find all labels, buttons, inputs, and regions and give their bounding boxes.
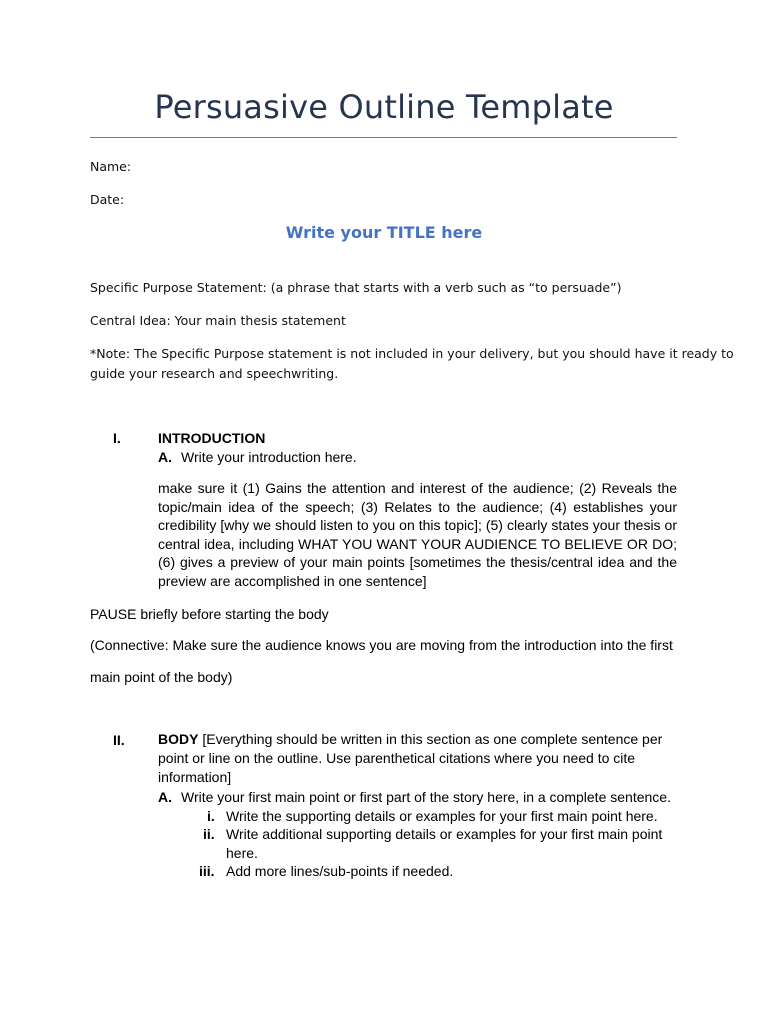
specific-purpose-statement: Specific Purpose Statement: (a phrase that starts with a verb such as “to persuade”) [90, 280, 622, 295]
pause-note: PAUSE briefly before starting the body [90, 606, 329, 622]
intro-sub-a-text: Write your introduction here. [181, 449, 357, 465]
intro-instructions: make sure it (1) Gains the attention and interest of the audience; (2) Reveals the topic/main idea of the speech; (3) Relates to the audience; (4) establishes your credibility [why we should listen to you on this topic]; (5) clearly states your thesis or central idea, including WHAT YOU WANT YOUR AUDIENCE TO BELIEVE OR DO; (6) gives a preview of your main points [sometimes the thesis/central idea and the preview are accomplished in one sentence] [158, 480, 677, 589]
connective-line-1: (Connective: Make sure the audience knows you are moving from the introduction into the first [90, 637, 673, 653]
intro-heading: INTRODUCTION [158, 430, 266, 446]
body-point-ii-label: ii. [203, 826, 215, 842]
document-title: Persuasive Outline Template [154, 88, 614, 126]
note-line-1: *Note: The Specific Purpose statement is not included in your delivery, but you should have it ready to [90, 346, 734, 361]
body-numeral: II. [113, 732, 125, 748]
intro-numeral: I. [113, 430, 121, 446]
body-sub-a-text: Write your first main point or first part of the story here, in a complete sentence. [181, 789, 671, 805]
body-sub-a-label: A. [158, 789, 172, 805]
intro-sub-a-label: A. [158, 449, 172, 465]
date-label: Date: [90, 192, 125, 207]
note-line-2: guide your research and speechwriting. [90, 366, 339, 381]
body-point-i-label: i. [207, 808, 215, 824]
body-heading: BODY [158, 731, 199, 747]
body-point-ii-text-line-1: Write additional supporting details or examples for your first main point [226, 826, 663, 842]
body-point-iii-text: Add more lines/sub-points if needed. [226, 863, 454, 879]
title-underline [90, 137, 677, 138]
body-point-i-text: Write the supporting details or examples for your first main point here. [226, 808, 658, 824]
speech-title: Write your TITLE here [285, 223, 483, 242]
body-point-ii-text-line-2: here. [226, 845, 258, 861]
body-point-iii-label: iii. [199, 863, 215, 879]
connective-line-2: main point of the body) [90, 669, 233, 685]
body-heading-paragraph [158, 730, 677, 786]
body-heading-note: [Everything should be written in this section as one complete sentence per point or line on the outline. Use parenthetical citations where you need to cite information] [158, 731, 663, 785]
central-idea: Central Idea: Your main thesis statement [90, 313, 346, 328]
name-label: Name: [90, 159, 132, 174]
